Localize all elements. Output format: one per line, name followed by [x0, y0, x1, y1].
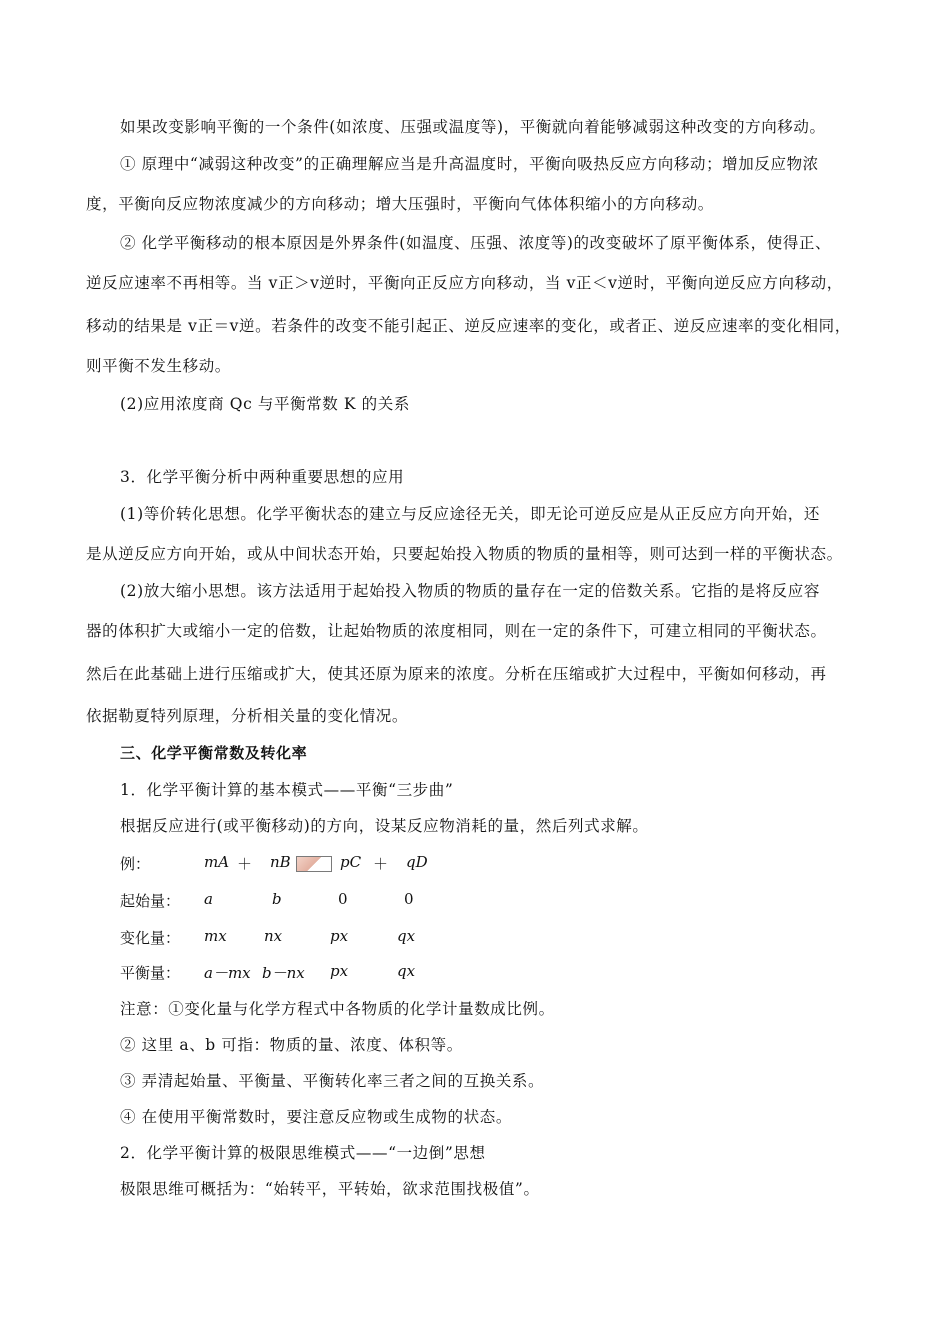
paragraph: 逆反应速率不再相等。当 v正＞v逆时，平衡向正反应方向移动，当 v正＜v逆时，平衡向逆反应方向移动，: [86, 274, 843, 292]
paragraph: (1)等价转化思想。化学平衡状态的建立与反应途径无关，即无论可逆反应是从正反应方向开始，还: [120, 505, 820, 523]
cell-d: 0: [404, 890, 414, 908]
row-label: 变化量：: [120, 929, 181, 947]
term-ma: mA: [204, 853, 230, 871]
paragraph: (2)应用浓度商 Qc 与平衡常数 K 的关系: [120, 395, 410, 413]
subheading: 3．化学平衡分析中两种重要思想的应用: [120, 468, 405, 486]
paragraph: 如果改变影响平衡的一个条件(如浓度、压强或温度等)，平衡就向着能够减弱这种改变的方向移动。: [120, 118, 826, 136]
cell-a: a: [204, 890, 213, 908]
subheading: 2．化学平衡计算的极限思维模式——“一边倒”思想: [120, 1144, 486, 1162]
subheading: 1．化学平衡计算的基本模式——平衡“三步曲”: [120, 781, 454, 799]
paragraph: (2)放大缩小思想。该方法适用于起始投入物质的物质的量存在一定的倍数关系。它指的是将反应容: [120, 582, 820, 600]
plus-sign: ＋: [237, 855, 253, 873]
example-label: 例：: [120, 855, 151, 873]
row-label: 平衡量：: [120, 964, 181, 982]
paragraph: 则平衡不发生移动。: [86, 357, 231, 375]
note: ③ 弄清起始量、平衡量、平衡转化率三者之间的互换关系。: [120, 1072, 545, 1090]
paragraph: 是从逆反应方向开始，或从中间状态开始，只要起始投入物质的物质的量相等，则可达到一样的平衡状态。: [86, 545, 843, 563]
cell-a: mx: [204, 927, 227, 945]
paragraph: 极限思维可概括为：“始转平，平转始，欲求范围找极值”。: [120, 1180, 540, 1198]
reversible-arrow-icon: [296, 856, 332, 872]
section-heading: 三、化学平衡常数及转化率: [120, 744, 308, 762]
term-qd: qD: [406, 853, 428, 871]
paragraph: 依据勒夏特列原理，分析相关量的变化情况。: [86, 707, 409, 725]
note: ② 这里 a、b 可指：物质的量、浓度、体积等。: [120, 1036, 463, 1054]
cell-c: px: [330, 962, 349, 980]
paragraph: 移动的结果是 v正＝v逆。若条件的改变不能引起正、逆反应速率的变化，或者正、逆反应速率的变化相同，: [86, 317, 851, 335]
paragraph: 度，平衡向反应物浓度减少的方向移动；增大压强时，平衡向气体体积缩小的方向移动。: [86, 195, 714, 213]
row-label: 起始量：: [120, 892, 181, 910]
cell-b: nx: [264, 927, 283, 945]
paragraph: 根据反应进行(或平衡移动)的方向，设某反应物消耗的量，然后列式求解。: [120, 817, 649, 835]
paragraph: ② 化学平衡移动的根本原因是外界条件(如温度、压强、浓度等)的改变破坏了原平衡体系，使得正、: [120, 234, 832, 252]
paragraph: ① 原理中“减弱这种改变”的正确理解应当是升高温度时，平衡向吸热反应方向移动；增加反应物浓: [120, 155, 819, 173]
cell-b: b: [272, 890, 282, 908]
cell-a: a－mx: [204, 964, 251, 982]
note: 注意：①变化量与化学方程式中各物质的化学计量数成比例。: [120, 1000, 555, 1018]
cell-d: qx: [397, 962, 416, 980]
note: ④ 在使用平衡常数时，要注意反应物或生成物的状态。: [120, 1108, 512, 1126]
plus-sign: ＋: [373, 855, 389, 873]
cell-b: b－nx: [262, 964, 305, 982]
cell-c: px: [330, 927, 349, 945]
cell-c: 0: [338, 890, 348, 908]
cell-d: qx: [397, 927, 416, 945]
term-nb: nB: [270, 853, 291, 871]
paragraph: 然后在此基础上进行压缩或扩大，使其还原为原来的浓度。分析在压缩或扩大过程中，平衡如何移动，再: [86, 665, 827, 683]
term-pc: pC: [340, 853, 362, 871]
paragraph: 器的体积扩大或缩小一定的倍数，让起始物质的浓度相同，则在一定的条件下，可建立相同的平衡状态。: [86, 622, 827, 640]
